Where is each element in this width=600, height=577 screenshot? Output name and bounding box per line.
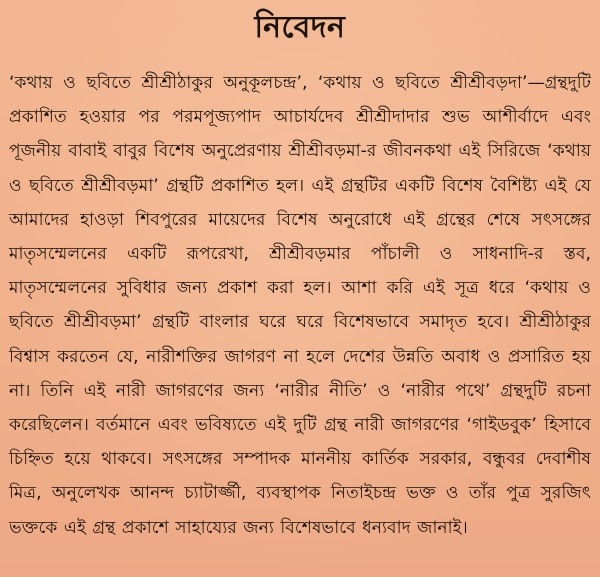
body-paragraph: ‘কথায় ও ছবিতে শ্রীশ্রীঠাকুর অনুকূলচন্দ্র’, ‘কথায় ও ছবিতে শ্রীশ্রীবড়দা’—গ্রন্থদুটি প্রকাশিত হওয়ার পর পরমপূজ্যপাদ আচার্যদেব শ্রীশ্রীদাদার শুভ আশীর্বাদে এবং পূজনীয় বাবাই বাবুর বিশেষ অনুপ্রেরণায় শ্রীশ্রীবড়মা-র জীবনকথা এই সিরিজে ‘কথায় ও ছবিতে শ্রীশ্রীবড়মা’ গ্রন্থটি প্রকাশিত হল। এই গ্রন্থটির একটি বিশেষ বৈশিষ্ট্য এই যে আমাদের হাওড়া শিবপুরের মায়েদের বিশেষ অনুরোধে এই গ্রন্থের শেষে সৎসঙ্গের মাতৃসম্মেলনের একটি রূপরেখা, শ্রীশ্রীবড়মার পাঁচালী ও সাধনাদি-র স্তব, মাতৃসম্মেলনের সুবিধার জন্য প্রকাশ করা হল। আশা করি এই সূত্র ধরে ‘কথায় ও ছবিতে শ্রীশ্রীবড়মা’ গ্রন্থটি বাংলার ঘরে ঘরে বিশেষভাবে সমাদৃত হবে। শ্রীশ্রীঠাকুর বিশ্বাস করতেন যে, নারীশক্তির জাগরণ না হলে দেশের উন্নতি অবাধ ও প্রসারিত হয় না। তিনি এই নারী জাগরণের জন্য ‘নারীর নীতি’ ও ‘নারীর পথে’ গ্রন্থদুটি রচনা করেছিলেন। বর্তমানে এবং ভবিষ্যতে এই দুটি গ্রন্থ নারী জাগরণের ‘গাইডবুক’ হিসাবে চিহ্নিত হয়ে থাকবে। সৎসঙ্গের সম্পাদক মাননীয় কার্তিক সরকার, বন্ধুবর দেবাশীষ মিত্র, অনুলেখক আনন্দ চ্যাটার্জ্জী, ব্যবস্থাপক নিতাইচন্দ্র ভক্ত ও তাঁর পুত্র সুরজিৎ ভক্তকে এই গ্রন্থ প্রকাশে সাহায্যের জন্য বিশেষভাবে ধন্যবাদ জানাই। — [9, 73, 591, 538]
page-title: নিবেদন — [254, 10, 346, 45]
